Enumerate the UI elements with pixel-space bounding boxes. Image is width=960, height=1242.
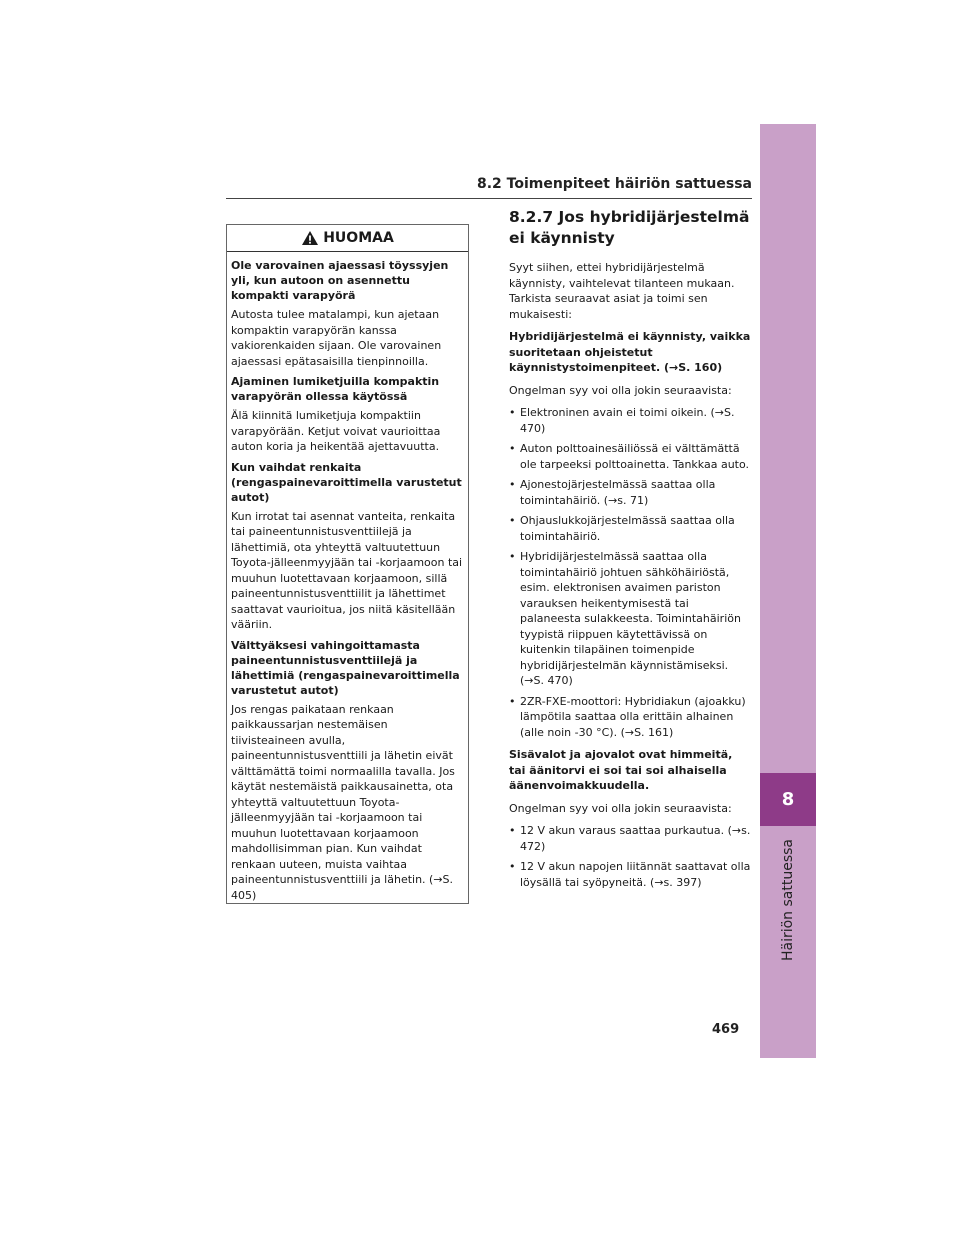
caution-heading: Ajaminen lumiketjuilla kompaktin varapyörän ollessa käytössä xyxy=(231,375,440,403)
list-item: • Auton polttoainesäiliössä ei välttämättä ole tarpeeksi polttoainetta. Tankkaa auto. xyxy=(509,441,752,472)
section-title: 8.2.7 Jos hybridijärjestelmä ei käynnisty xyxy=(509,208,750,247)
caution-box xyxy=(226,224,469,904)
page-number: 469 xyxy=(712,1022,740,1037)
chapter-number-badge: 8 xyxy=(760,773,816,826)
list-item: • Hybridijärjestelmässä saattaa olla toimintahäiriö johtuen sähköhäiriöstä, esim. elektronisen avaimen pariston varauksen heikentymisestä tai palaneesta sulakkeesta. Toimintahäiriön tyypistä riippuen käytettävissä on kuitenkin tilapäinen toimenpide hybridijärjestelmän käynnistämiseksi. (→S. 470) xyxy=(509,549,752,689)
chapter-label: Häiriön sattuessa xyxy=(780,838,796,962)
list-item: • Ajonestojärjestelmässä saattaa olla toimintahäiriö. (→s. 71) xyxy=(509,477,752,508)
list-item: • Elektroninen avain ei toimi oikein. (→S. 470) xyxy=(509,405,752,436)
caution-body xyxy=(227,252,468,903)
main-column xyxy=(509,207,752,897)
intro-paragraph: Syyt siihen, ettei hybridijärjestelmä käynnisty, vaihtelevat tilanteen mukaan. Tarkista seuraavat asiat ja toimi sen mukaisesti: xyxy=(509,261,735,321)
caution-heading: Ole varovainen ajaessasi töyssyjen yli, kun autoon on asennettu kompakti varapyörä xyxy=(231,259,449,302)
cause-list xyxy=(509,405,752,740)
caution-text: Jos rengas paikataan renkaan paikkaussarjan nestemäisen tiivisteaineen avulla, paineentunnistusventtiili ja lähetin eivät välttämättä toimi normaalilla tavalla. Jos käytät nestemäistä paikkausainetta, ota yhteyttä valtuutettuun Toyota-jälleenmyyjään tai -korjaamoon tai muuhun luotettavaan korjaamoon mahdollisimman pian. Kun vaihdat renkaan uuteen, muista vaihtaa paineentunnistusventtiili ja lähetin. (→S. 405) xyxy=(231,702,455,902)
subsection-heading: Hybridijärjestelmä ei käynnisty, vaikka suoritetaan ohjeistetut käynnistystoimenpiteet. (→S. 160) xyxy=(509,330,751,374)
list-item: • 2ZR-FXE-moottori: Hybridiakun (ajoakku) lämpötila saattaa olla erittäin alhainen (alle noin -30 °C). (→S. 161) xyxy=(509,694,752,741)
caution-heading: Välttyäksesi vahingoittamasta paineentunnistusventtiilejä ja lähettimiä (rengaspainevaroittimella varustetut autot) xyxy=(231,638,460,697)
list-item: • Ohjauslukkojärjestelmässä saattaa olla toimintahäiriö. xyxy=(509,513,752,544)
subsection-lead: Ongelman syy voi olla jokin seuraavista: xyxy=(509,801,732,815)
subsection-lead: Ongelman syy voi olla jokin seuraavista: xyxy=(509,383,732,397)
caution-text: Älä kiinnitä lumiketjuja kompaktiin varapyörään. Ketjut voivat vaurioittaa auton koria ja heikentää ajettavuutta. xyxy=(231,409,441,453)
caution-header xyxy=(227,225,468,252)
list-item: • 12 V akun varaus saattaa purkautua. (→s. 472) xyxy=(509,823,752,854)
caution-heading: Kun vaihdat renkaita (rengaspainevaroittimella varustetut autot) xyxy=(231,460,462,504)
subsection-heading: Sisävalot ja ajovalot ovat himmeitä, tai äänitorvi ei soi tai soi alhaisella äänenvoimakkuudella. xyxy=(509,748,733,792)
warning-triangle-icon xyxy=(301,230,319,246)
caution-text: Kun irrotat tai asennat vanteita, renkaita tai paineentunnistusventtiilejä ja lähettimiä, ota yhteyttä valtuutettuun Toyota-jälleenmyyjään tai -korjaamoon tai muuhun luotettavaan korjaamoon, sillä paineentunnistusventtiilit ja lähettimet saattavat vaurioitua, jos niitä käsitellään vääriin. xyxy=(231,509,463,631)
list-item: • 12 V akun napojen liitännät saattavat olla löysällä tai syöpyneitä. (→s. 397) xyxy=(509,859,752,890)
caution-label: HUOMAA xyxy=(323,230,394,246)
cause-list xyxy=(509,823,752,890)
caution-text: Autosta tulee matalampi, kun ajetaan kompaktin varapyörän kanssa vakiorenkaiden sijaan. Ole varovainen ajaessasi epätasaisilla tienpinnoilla. xyxy=(231,308,442,368)
header-divider xyxy=(226,198,752,199)
running-header: 8.2 Toimenpiteet häiriön sattuessa xyxy=(476,176,752,192)
